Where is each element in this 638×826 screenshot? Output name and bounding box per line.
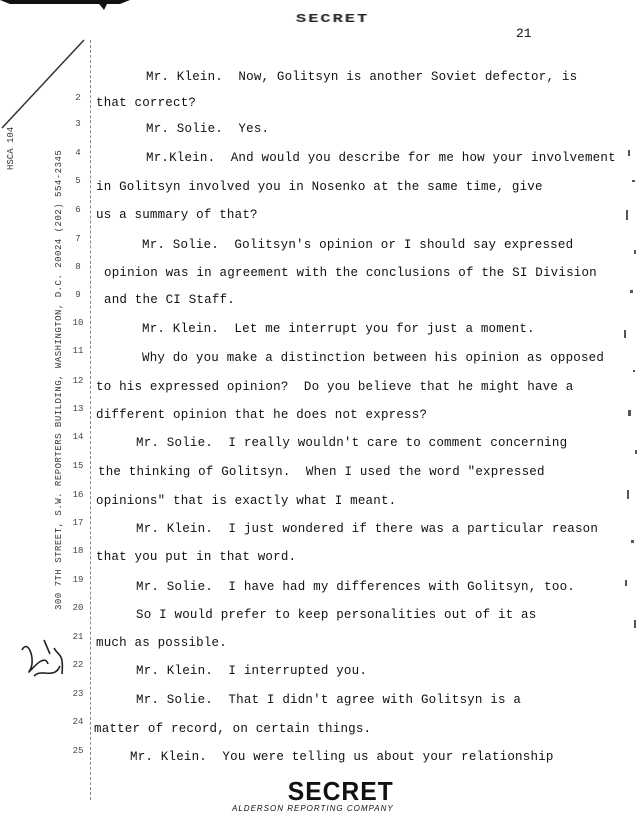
line-number: 25 [72, 746, 84, 756]
transcript-line: Mr. Klein. You were telling us about your relationship [130, 750, 554, 764]
corner-fold-mark [0, 0, 140, 130]
line-number: 14 [72, 432, 84, 442]
transcript-line: Mr. Klein. I just wondered if there was a particular reason [136, 522, 599, 536]
transcript-line: Mr. Solie. I have had my differences with Golitsyn, too. [136, 580, 575, 594]
transcript-line: Mr. Solie. Golitsyn's opinion or I should say expressed [142, 238, 574, 252]
line-number: 23 [72, 689, 84, 699]
transcript-line: Mr. Solie. That I didn't agree with Golitsyn is a [136, 693, 522, 707]
transcript-line: and the CI Staff. [104, 293, 235, 307]
line-number: 21 [72, 632, 84, 642]
line-number: 16 [72, 490, 84, 500]
transcript-line: opinion was in agreement with the conclusions of the SI Division [104, 266, 597, 280]
line-number: 20 [72, 603, 84, 613]
header-secret-stamp: SECRET [296, 12, 370, 27]
line-number: 7 [75, 234, 81, 244]
transcript-line: matter of record, on certain things. [94, 722, 372, 736]
transcript-line: in Golitsyn involved you in Nosenko at the same time, give [96, 180, 543, 194]
transcript-line: Why do you make a distinction between his opinion as opposed [142, 351, 605, 365]
transcript-line: opinions" that is exactly what I meant. [96, 494, 397, 508]
line-number: 9 [75, 290, 81, 300]
scan-edge-noise [614, 140, 638, 640]
line-number: 11 [72, 346, 84, 356]
transcript-line: Mr. Klein. Now, Golitsyn is another Soviet defector, is [146, 70, 578, 84]
line-number: 17 [72, 518, 84, 528]
line-number: 4 [75, 148, 81, 158]
side-margin-note: HSCA 104 [6, 126, 16, 170]
handwritten-signature [14, 630, 74, 690]
line-number: 6 [75, 205, 81, 215]
transcript-line: different opinion that he does not express? [96, 408, 428, 422]
transcript-line: Mr. Solie. Yes. [146, 122, 270, 136]
footer-company: ALDERSON REPORTING COMPANY [232, 804, 394, 813]
transcript-line: So I would prefer to keep personalities out of it as [136, 608, 537, 622]
line-number: 5 [75, 176, 81, 186]
transcript-line: that correct? [96, 96, 197, 110]
line-number: 10 [72, 318, 84, 328]
transcript-line: Mr. Klein. I interrupted you. [136, 664, 368, 678]
line-number: 13 [72, 404, 84, 414]
transcript-line: to his expressed opinion? Do you believe that he might have a [96, 380, 574, 394]
transcript-line: that you put in that word. [96, 550, 297, 564]
line-number: 12 [72, 376, 84, 386]
page-number: 21 [516, 26, 532, 41]
side-margin-address: 300 7TH STREET, S.W. REPORTERS BUILDING, WASHINGTON, D.C. 20024 (202) 554-2345 [54, 149, 64, 610]
line-number: 2 [75, 93, 81, 103]
line-number: 18 [72, 546, 84, 556]
line-number: 15 [72, 461, 84, 471]
line-number: 19 [72, 575, 84, 585]
transcript-line: Mr. Klein. Let me interrupt you for just a moment. [142, 322, 535, 336]
left-margin-rule [90, 40, 91, 800]
line-number: 8 [75, 262, 81, 272]
footer-secret-stamp: SECRET [287, 776, 394, 806]
transcript-line: much as possible. [96, 636, 227, 650]
transcript-line: us a summary of that? [96, 208, 258, 222]
line-number: 22 [72, 660, 84, 670]
transcript-line: the thinking of Golitsyn. When I used the word "expressed [98, 465, 545, 479]
transcript-line: Mr.Klein. And would you describe for me how your involvement [146, 151, 616, 165]
line-number: 24 [72, 717, 84, 727]
transcript-line: Mr. Solie. I really wouldn't care to comment concerning [136, 436, 568, 450]
line-number: 3 [75, 119, 81, 129]
